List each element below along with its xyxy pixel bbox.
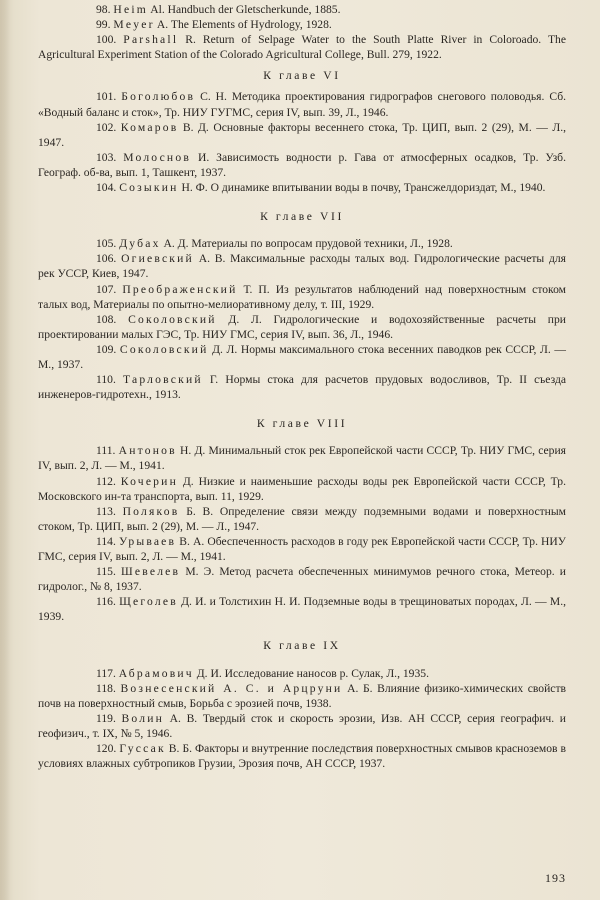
entry-number: 100. (96, 33, 117, 47)
entry-author: Волин (121, 711, 165, 725)
section-heading-viii: К главе VIII (256, 417, 348, 431)
entry-author: Урываев (118, 534, 177, 548)
entry-author: Молоснов (123, 150, 192, 164)
entry-text: Б. В. Определение связи между подземными водами и поверхностным стоком, Тр. ЦИП, вып. 2 (29), М. — Л., 1947. (38, 504, 566, 533)
entry-number: 110. (96, 373, 116, 387)
entry-text: Д. Л. Гидрологические и водохозяйственные расчеты при проектировании малых ГЭС, Тр. НИУ ГМС, серия IV, вып. 36, Л., 1946. (38, 312, 566, 341)
bib-entry-104 (38, 180, 566, 195)
bib-entry-101 (38, 89, 566, 119)
bib-entry-120 (38, 741, 566, 771)
bib-entry-110 (38, 372, 566, 402)
bib-entry-118 (38, 681, 566, 711)
entry-text: А. В. Твердый сток и скорость эрозии, Изв. АН СССР, серия географич. и геофизич., т. IX, № 5, 1946. (38, 711, 566, 740)
entry-text: В. А. Обеспеченность расходов в году рек Европейской части СССР, Тр. НИУ ГМС, серия IV, вып. 2, Л. — М., 1941. (38, 534, 566, 563)
bib-entry-111 (38, 443, 566, 473)
entry-number: 114. (96, 534, 116, 548)
entry-text: R. Return of Selpage Water to the South Platte River in Coloroado. The Agricultural Experiment Station of the Colorado Agricultural College, Bull. 279, 1922. (38, 33, 566, 62)
section-heading-vii: К главе VII (260, 210, 344, 224)
entry-text: А. Д. Материалы по вопросам прудовой техники, Л., 1928. (160, 237, 453, 251)
entry-number: 118. (96, 681, 116, 695)
entry-author: Поляков (122, 504, 180, 518)
entry-author: Parshall (123, 33, 179, 47)
entry-text: Д. И. Исследование наносов р. Сулак, Л., 1935. (193, 666, 429, 680)
entry-author: Соколовский (128, 312, 217, 326)
entry-number: 120. (96, 742, 117, 756)
entry-text: Н. Д. Минимальный сток рек Европейской части СССР, Тр. НИУ ГМС, серия IV, вып. 2, Л. — М., 1941. (38, 444, 566, 473)
entry-text: М. Э. Метод расчета обеспеченных минимумов речного стока, Метеор. и гидролог., № 8, 1937. (38, 565, 566, 594)
entry-number: 111. (96, 444, 116, 458)
bib-entry-108 (38, 312, 566, 342)
page-number: 193 (545, 871, 566, 885)
entry-author: Дубах (119, 237, 161, 251)
entry-number: 112. (96, 474, 116, 488)
entry-number: 117. (96, 666, 116, 680)
entry-author: Преображенский (122, 282, 238, 296)
entry-text: Al. Handbuch der Gletscherkunde, 1885. (147, 3, 341, 16)
entry-author: Абрамович (118, 666, 194, 680)
bib-entry-117 (38, 666, 566, 681)
entry-text: Д. И. и Толстихин Н. И. Подземные воды в трещиноватых породах, Л. — М., 1939. (38, 595, 566, 624)
entry-author: Тарловский (123, 373, 203, 387)
entry-number: 99. (96, 18, 111, 32)
bib-entry-116 (38, 594, 566, 624)
entry-text: В. Д. Основные факторы весеннего стока, Тр. ЦИП, вып. 2 (29), М. — Л., 1947. (38, 120, 566, 149)
entry-author: Огиевский (121, 252, 194, 266)
page-crease (0, 0, 10, 900)
bib-entry-100 (38, 32, 566, 62)
entry-text: В. Б. Факторы и внутренние последствия поверхностных смывов красноземов в условиях влажных субтропиков Грузии, Эрозия почв, АН СССР, 1937. (38, 742, 566, 771)
entry-text: Д. Низкие и наименьшие расходы воды рек Европейской части СССР, Тр. Московского ин-та транспорта, вып. 11, 1929. (38, 474, 566, 503)
entry-number: 119. (96, 711, 116, 725)
entry-text: А. Б. Влияние физико-химических свойств почв на поверхностный смыв, Борьба с эрозией почв, 1938. (38, 681, 566, 710)
entry-text: A. The Elements of Hydrology, 1928. (154, 18, 332, 32)
entry-author: Heim (113, 3, 148, 16)
bib-entry-107 (38, 282, 566, 312)
entry-text: И. Зависимость водности р. Гава от атмосферных осадков, Тр. Узб. Географ. об-ва, вып. 1, Ташкент, 1937. (38, 150, 566, 179)
entry-number: 103. (96, 150, 117, 164)
entry-author: Meyer (113, 18, 155, 32)
entry-author: Щеголев (119, 595, 178, 609)
bib-entry-99 (38, 17, 566, 32)
bibliography-column (38, 2, 566, 771)
entry-number: 109. (96, 342, 117, 356)
entry-number: 98. (96, 3, 111, 16)
bib-entry-114 (38, 534, 566, 564)
entry-author: Антонов (118, 444, 177, 458)
entry-number: 101. (96, 90, 117, 104)
entry-author: Кочерин (120, 474, 178, 488)
section-heading-ix: К главе IX (263, 639, 341, 653)
bib-entry-119 (38, 711, 566, 741)
section-heading-vi: К главе VI (263, 69, 341, 83)
entry-number: 116. (96, 595, 116, 609)
entry-text: Г. Нормы стока для расчетов прудовых водосливов, Тр. II съезда инженеров-гидротехн., 1913. (38, 373, 566, 402)
entry-author: Шевелев (121, 565, 181, 579)
bib-entry-109 (38, 342, 566, 372)
entry-author: Вознесенский А. С. и Арцруни (120, 681, 343, 695)
bib-entry-105 (38, 236, 566, 251)
entry-text: Н. Ф. О динамике впитывании воды в почву, Трансжелдориздат, М., 1940. (178, 181, 546, 195)
bib-entry-113 (38, 504, 566, 534)
bib-entry-102 (38, 120, 566, 150)
bib-entry-98 (38, 2, 566, 17)
entry-text: Д. Л. Нормы максимального стока весенних паводков рек СССР, Л. — М., 1937. (38, 342, 566, 371)
entry-number: 106. (96, 252, 117, 266)
entry-author: Боголюбов (121, 90, 196, 104)
entry-number: 105. (96, 237, 117, 251)
entry-number: 107. (96, 282, 117, 296)
entry-text: Т. П. Из результатов наблюдений над поверхностным стоком талых вод, Материалы по опытно-мелиоративному делу, т. III, 1929. (38, 282, 566, 311)
entry-number: 102. (96, 120, 117, 134)
entry-author: Созыкин (119, 181, 179, 195)
entry-number: 104. (96, 181, 117, 195)
entry-author: Гуссак (119, 742, 166, 756)
entry-text: С. Н. Методика проектирования гидрографов снегового половодья. Сб. «Водный баланс и сток», Тр. НИУ ГУГМС, серия IV, вып. 39, Л., 1946. (38, 90, 566, 119)
bib-entry-103 (38, 150, 566, 180)
entry-author: Комаров (120, 120, 179, 134)
entry-author: Соколовский (119, 342, 209, 356)
entry-number: 108. (96, 312, 117, 326)
entry-number: 115. (96, 565, 116, 579)
bib-entry-112 (38, 474, 566, 504)
bib-entry-106 (38, 251, 566, 281)
entry-text: А. В. Максимальные расходы талых вод. Гидрологические расчеты для рек УССР, Киев, 1947. (38, 252, 566, 281)
entry-number: 113. (96, 504, 116, 518)
bib-entry-115 (38, 564, 566, 594)
